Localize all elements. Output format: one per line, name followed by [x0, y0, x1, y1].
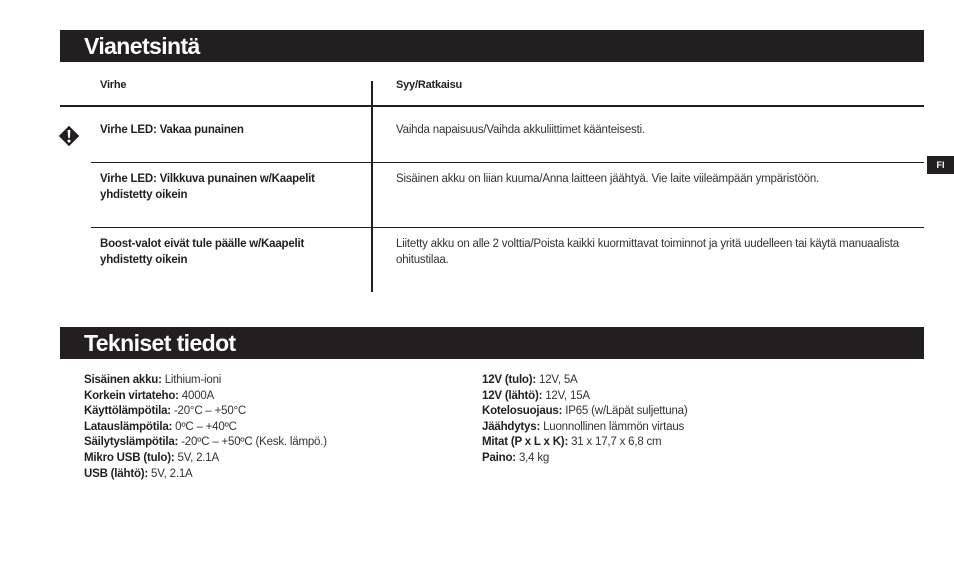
spec-row: Korkein virtateho: 4000A	[84, 389, 215, 402]
spec-row: Mikro USB (tulo): 5V, 2.1A	[84, 451, 219, 464]
spec-row: 12V (lähtö): 12V, 15A	[482, 389, 590, 402]
column-header-cause: Syy/Ratkaisu	[396, 79, 463, 91]
specs-title: Tekniset tiedot	[60, 327, 924, 359]
spec-row: 12V (tulo): 12V, 5A	[482, 374, 578, 386]
troubleshooting-title: Vianetsintä	[60, 30, 924, 62]
table-row-2-cause: Sisäinen akku on liian kuuma/Anna laitteen jäähtyä. Vie laite viileämpään ympäristöön.	[396, 173, 820, 185]
warning-icon	[58, 125, 80, 147]
language-tab: FI	[927, 156, 954, 174]
table-row-2-error: Virhe LED: Vilkkuva punainen w/Kaapelit yhdistetty oikein	[100, 173, 315, 201]
spec-row: Jäähdytys: Luonnollinen lämmön virtaus	[482, 420, 685, 433]
specs-left-column	[84, 373, 327, 482]
spec-row: Paino: 3,4 kg	[482, 451, 550, 464]
table-row-3-cause: Liitetty akku on alle 2 volttia/Poista kaikki kuormittavat toiminnot ja yritä uudelleen tai käytä manuaalista ohitustilaa.	[396, 238, 899, 266]
spec-row: Sisäinen akku: Lithium-ioni	[84, 374, 222, 386]
spec-row: USB (lähtö): 5V, 2.1A	[84, 467, 193, 480]
table-row-1-cause: Vaihda napaisuus/Vaihda akkuliittimet käänteisesti.	[396, 124, 645, 136]
spec-row: Mitat (P x L x K): 31 x 17,7 x 6,8 cm	[482, 436, 662, 449]
spec-row: Säilytyslämpötila: -20ºC – +50ºC (Kesk. lämpö.)	[84, 436, 327, 449]
table-row-divider	[91, 227, 924, 228]
spec-row: Kotelosuojaus: IP65 (w/Läpät suljettuna)	[482, 405, 688, 418]
table-column-divider	[371, 81, 373, 292]
table-row-divider	[91, 162, 924, 163]
specs-right-column	[482, 373, 687, 467]
table-header-divider	[60, 105, 924, 107]
spec-row: Käyttölämpötila: -20°C – +50°C	[84, 405, 247, 418]
table-row-1-error: Virhe LED: Vakaa punainen	[100, 124, 244, 136]
column-header-error: Virhe	[100, 79, 127, 91]
spec-row: Latauslämpötila: 0ºC – +40ºC	[84, 420, 237, 433]
table-row-3-error: Boost-valot eivät tule päälle w/Kaapelit yhdistetty oikein	[100, 238, 305, 266]
